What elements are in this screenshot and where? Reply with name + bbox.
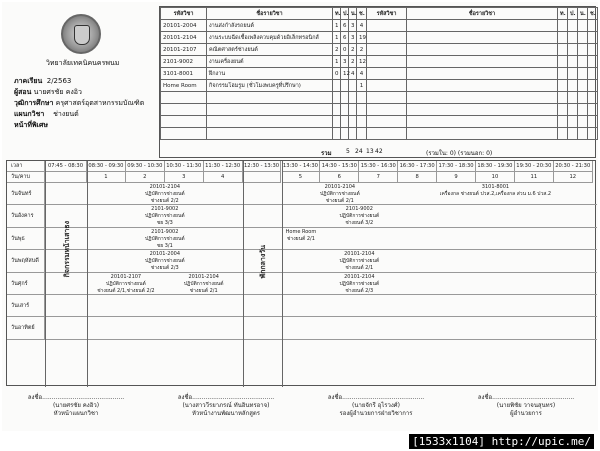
table-cell: 20101-2107 xyxy=(161,44,207,56)
table-cell xyxy=(578,128,588,140)
table-cell: คณิตศาสตร์ช่างยนต์ xyxy=(207,44,333,56)
total-label: รวม xyxy=(321,150,332,157)
table-cell xyxy=(568,56,578,68)
table-row xyxy=(161,128,598,140)
table-cell: 0 xyxy=(341,44,349,56)
entry-line: ปฏิบัติการช่างยนต์ xyxy=(339,213,380,220)
entry-line: 3101-8001 xyxy=(481,184,510,190)
time-slot-header: 17:30 - 18:30 xyxy=(437,161,476,172)
period-number: 7 xyxy=(359,172,398,183)
table-cell xyxy=(558,104,568,116)
table-cell: 3 xyxy=(349,32,357,44)
class-mon-evening[interactable] xyxy=(398,184,593,198)
table-cell xyxy=(367,44,407,56)
entry-line: ช่างยนต์ 2/1 xyxy=(345,265,374,272)
subjects-header-4: น. xyxy=(349,8,357,20)
weekly-timetable xyxy=(6,160,596,386)
day-label: วันพุธ xyxy=(7,228,45,250)
table-cell xyxy=(407,32,558,44)
table-cell xyxy=(367,116,407,128)
table-cell xyxy=(407,20,558,32)
table-cell: 2 xyxy=(333,44,341,56)
table-cell xyxy=(578,80,588,92)
entry-line: 20101-2104 xyxy=(344,251,375,258)
table-cell xyxy=(588,92,598,104)
period-number: 1 xyxy=(87,172,126,183)
table-cell xyxy=(568,20,578,32)
entry-line: 20101-2104 xyxy=(344,273,375,280)
subjects-header-1: ชื่อรายวิชา xyxy=(207,8,333,20)
entry-line: ช่างยนต์ 3/2 xyxy=(345,220,374,227)
entry-line: 20101-2107 xyxy=(110,273,142,280)
table-cell xyxy=(578,44,588,56)
period-number: 3 xyxy=(165,172,204,183)
signature-block xyxy=(156,394,296,418)
table-cell xyxy=(341,116,349,128)
column-divider xyxy=(243,161,244,387)
total-hours: 42 xyxy=(375,148,383,155)
entry-line: 20101-2104 xyxy=(324,184,356,190)
period-header-lunch xyxy=(243,172,282,183)
total-practice: 24 xyxy=(355,148,363,155)
subjects-body xyxy=(161,20,598,140)
day-label: วันพฤหัสบดี xyxy=(7,250,45,272)
entry-line: ปฏิบัติการช่างยนต์ xyxy=(144,191,185,197)
table-cell xyxy=(558,80,568,92)
qualification-value: ครุศาสตร์อุตสาหกรรมบัณฑิต xyxy=(55,99,145,107)
entry-line: ช่างยนต์ 2/3 xyxy=(345,287,374,294)
time-slot-header: 18:30 - 19:30 xyxy=(476,161,515,172)
table-cell xyxy=(558,20,568,32)
table-cell xyxy=(349,80,357,92)
table-cell: 20101-2004 xyxy=(161,20,207,32)
entry-line: ปฏิบัติการช่างยนต์ xyxy=(319,191,360,197)
signature-name: (นางสาววีรยาภรณ์ ทันอินทรอาจ) xyxy=(182,402,270,409)
table-cell xyxy=(588,68,598,80)
signature-block xyxy=(306,394,446,418)
period-number: 11 xyxy=(515,172,554,183)
table-cell: 6 xyxy=(341,32,349,44)
table-cell xyxy=(407,56,558,68)
table-cell xyxy=(588,104,598,116)
table-cell xyxy=(578,68,588,80)
table-cell: 3101-8001 xyxy=(161,68,207,80)
table-cell: งานส่งกำลังรถยนต์ xyxy=(207,20,333,32)
table-cell xyxy=(588,32,598,44)
table-cell xyxy=(588,20,598,32)
table-cell: งานระบบฉีดเชื้อเพลิงควบคุมด้วยอิเล็กทรอนิกส์ xyxy=(207,32,333,44)
image-watermark: [1533x1104] http://upic.me/ xyxy=(409,434,594,449)
table-cell: 12 xyxy=(357,56,367,68)
qualification-line xyxy=(14,98,144,109)
table-cell: 6 xyxy=(341,20,349,32)
table-cell: 1 xyxy=(333,56,341,68)
period-number: 2 xyxy=(126,172,165,183)
time-header-label: เวลา xyxy=(7,161,45,172)
table-cell xyxy=(578,92,588,104)
special-duty-line xyxy=(14,120,48,131)
entry-line: 20101-2004 xyxy=(149,251,181,258)
table-cell xyxy=(357,104,367,116)
table-cell xyxy=(341,128,349,140)
day-label: วันศุกร์ xyxy=(7,273,45,295)
table-cell xyxy=(333,104,341,116)
lunch-break-label: พักกลางวัน xyxy=(258,245,267,279)
signature-sign: ลงชื่อ........................................... xyxy=(177,394,275,401)
subjects-table xyxy=(160,7,598,140)
table-cell xyxy=(207,104,333,116)
table-cell xyxy=(341,92,349,104)
table-cell xyxy=(207,116,333,128)
entry-line: 2101-9002 xyxy=(151,206,179,213)
table-cell xyxy=(367,32,407,44)
table-cell xyxy=(349,128,357,140)
class-thu-morning[interactable] xyxy=(87,251,243,272)
period-header-blank xyxy=(45,172,87,183)
signature-role: รองผู้อำนวยการฝ่ายวิชาการ xyxy=(339,410,413,417)
day-row xyxy=(45,295,597,317)
table-cell xyxy=(333,128,341,140)
class-thu-afternoon[interactable] xyxy=(282,251,438,272)
period-number: 6 xyxy=(320,172,359,183)
table-cell: 4 xyxy=(349,68,357,80)
class-fri-morning-1[interactable] xyxy=(87,274,165,295)
table-cell xyxy=(568,104,578,116)
class-tue-morning[interactable] xyxy=(87,206,243,227)
table-cell xyxy=(558,32,568,44)
table-cell xyxy=(588,56,598,68)
table-cell xyxy=(578,20,588,32)
day-label: วันอาทิตย์ xyxy=(7,317,45,339)
day-row xyxy=(45,317,597,339)
table-cell: 12 xyxy=(341,68,349,80)
signature-block xyxy=(456,394,596,418)
term-label: ภาคเรียน xyxy=(14,77,43,85)
table-cell xyxy=(207,128,333,140)
period-number: 12 xyxy=(554,172,593,183)
subjects-header-5: ช. xyxy=(357,8,367,20)
day-label: วันเสาร์ xyxy=(7,295,45,317)
table-cell: 4 xyxy=(357,20,367,32)
signature-name: (นายพิชัย วาจนสุนทร) xyxy=(496,402,556,409)
period-number: 10 xyxy=(476,172,515,183)
table-cell xyxy=(357,128,367,140)
table-cell xyxy=(407,44,558,56)
entry-line: ช่างยนต์ 2/3 xyxy=(150,265,179,272)
teacher-line xyxy=(14,87,82,98)
table-cell xyxy=(349,92,357,104)
entry-line: Home Room xyxy=(285,228,317,235)
table-cell: ฝึกงาน xyxy=(207,68,333,80)
subjects-header-10: น. xyxy=(578,8,588,20)
timetable-sheet xyxy=(2,2,598,431)
day-label: วันจันทร์ xyxy=(7,183,45,205)
subjects-header-7: ชื่อรายวิชา xyxy=(407,8,558,20)
entry-line: เครื่องกล ช่างยนต์ ปวส.2,เครื่องกล ส่วน ม.6 ปวส.2 xyxy=(439,191,552,197)
subjects-table-box xyxy=(159,6,596,158)
entry-line: 20101-2104 xyxy=(188,273,219,280)
table-cell: 20101-2104 xyxy=(161,32,207,44)
time-slot-header: 07:45 - 08:30 xyxy=(45,161,87,172)
entry-line: ปฏิบัติการช่างยนต์ xyxy=(144,235,185,242)
class-fri-afternoon[interactable] xyxy=(282,274,438,295)
department-value: ช่างยนต์ xyxy=(53,110,79,118)
entry-line: ช่างยนต์ 2/1 xyxy=(189,287,218,294)
total-credits: 13 xyxy=(366,148,374,155)
entry-line: 2101-9002 xyxy=(345,206,373,213)
table-cell xyxy=(568,80,578,92)
table-cell xyxy=(333,80,341,92)
table-cell xyxy=(558,56,568,68)
signature-name: (นายศรชัย คงอิว) xyxy=(52,402,100,409)
table-cell xyxy=(407,92,558,104)
table-cell xyxy=(558,44,568,56)
entry-line: ช่างยนต์ 2/1 xyxy=(287,235,315,242)
table-cell xyxy=(349,104,357,116)
table-cell xyxy=(407,68,558,80)
class-tue-afternoon[interactable] xyxy=(282,206,438,227)
period-number: 8 xyxy=(398,172,437,183)
period-header-label: วัน/คาบ xyxy=(7,172,45,183)
total-theory: 5 xyxy=(346,148,350,155)
qualification-label: วุฒิการศึกษา xyxy=(14,99,54,107)
homeroom-wed[interactable] xyxy=(282,229,321,243)
entry-line: ปฏิบัติการช่างยนต์ xyxy=(339,280,380,287)
flag-activity-label: กิจกรรมหน้าเสาธง xyxy=(63,221,71,278)
table-cell xyxy=(341,80,349,92)
entry-line: ปฏิบัติการช่างยนต์ xyxy=(144,213,185,220)
time-slot-header: 19:30 - 20:30 xyxy=(515,161,554,172)
signature-sign: ลงชื่อ........................................... xyxy=(327,394,425,401)
class-fri-morning-2[interactable] xyxy=(165,274,243,295)
table-cell: 0 xyxy=(333,68,341,80)
table-row xyxy=(161,44,598,56)
table-cell: 3 xyxy=(341,56,349,68)
department-label: แผนกวิชา xyxy=(14,110,45,118)
table-cell xyxy=(367,128,407,140)
table-cell: 1 xyxy=(357,80,367,92)
class-mon-morning[interactable] xyxy=(87,184,243,205)
table-cell xyxy=(367,92,407,104)
table-cell: 1 xyxy=(333,20,341,32)
subjects-header-8: ท. xyxy=(558,8,568,20)
college-name: วิทยาลัยเทคนิคนครพนม xyxy=(46,59,120,67)
table-row xyxy=(161,80,598,92)
subjects-header-row xyxy=(161,8,598,20)
time-slot-header: 12:30 - 13:30 xyxy=(243,161,282,172)
table-cell xyxy=(588,116,598,128)
column-divider xyxy=(45,161,46,387)
table-cell xyxy=(407,104,558,116)
time-slot-header: 08:30 - 09:30 xyxy=(87,161,126,172)
table-cell xyxy=(558,68,568,80)
header xyxy=(6,6,596,158)
table-row xyxy=(161,56,598,68)
table-cell xyxy=(161,116,207,128)
entry-line: ปฏิบัติการช่างยนต์ xyxy=(106,280,146,287)
table-cell xyxy=(588,80,598,92)
table-cell xyxy=(407,128,558,140)
table-cell xyxy=(161,92,207,104)
entry-line: ชย 3/1 xyxy=(156,242,173,249)
table-cell xyxy=(558,116,568,128)
time-slot-header: 14:30 - 15:30 xyxy=(320,161,359,172)
term-value: 2/2563 xyxy=(46,77,72,85)
class-mon-afternoon[interactable] xyxy=(282,184,399,205)
table-cell xyxy=(367,104,407,116)
teacher-value: นายศรชัย คงอิว xyxy=(33,88,82,96)
table-cell xyxy=(588,128,598,140)
table-row xyxy=(161,104,598,116)
period-number: 9 xyxy=(437,172,476,183)
day-label: วันอังคาร xyxy=(7,205,45,227)
entry-line: ช่างยนต์ 2/1,ช่างยนต์ 2/2 xyxy=(97,287,155,294)
subjects-header-0: รหัสวิชา xyxy=(161,8,207,20)
table-cell: 2 xyxy=(349,56,357,68)
table-cell xyxy=(568,32,578,44)
table-cell xyxy=(367,20,407,32)
entry-line: 20101-2104 xyxy=(149,184,181,190)
period-number: 5 xyxy=(282,172,321,183)
table-cell xyxy=(367,80,407,92)
table-cell xyxy=(568,44,578,56)
time-slot-header: 16:30 - 17:30 xyxy=(398,161,437,172)
table-cell xyxy=(333,92,341,104)
table-cell: 2101-9002 xyxy=(161,56,207,68)
table-cell xyxy=(161,104,207,116)
time-slot-header: 20:30 - 21:30 xyxy=(554,161,593,172)
signature-role: ผู้อำนวยการ xyxy=(510,410,542,417)
subjects-header-9: ป. xyxy=(568,8,578,20)
entry-line: ปฏิบัติการช่างยนต์ xyxy=(183,280,224,287)
table-row xyxy=(161,32,598,44)
subjects-header-2: ท. xyxy=(333,8,341,20)
table-cell xyxy=(349,116,357,128)
signature-block xyxy=(6,394,146,418)
subjects-header-3: ป. xyxy=(341,8,349,20)
teacher-info xyxy=(6,6,156,158)
time-slot-header: 15:30 - 16:30 xyxy=(359,161,398,172)
table-cell xyxy=(367,68,407,80)
table-row xyxy=(161,68,598,80)
time-slot-header: 13:30 - 14:30 xyxy=(282,161,321,172)
table-cell xyxy=(568,68,578,80)
table-cell xyxy=(558,128,568,140)
table-cell xyxy=(588,44,598,56)
table-cell xyxy=(357,116,367,128)
table-cell xyxy=(341,104,349,116)
table-cell: 1 xyxy=(333,32,341,44)
table-cell: 2 xyxy=(349,44,357,56)
table-cell xyxy=(568,116,578,128)
table-cell: 3 xyxy=(349,20,357,32)
table-cell xyxy=(407,80,558,92)
table-cell: 4 xyxy=(357,68,367,80)
special-duty-label: หน้าที่พิเศษ xyxy=(14,121,49,129)
subjects-header-11: ช. xyxy=(588,8,598,20)
teacher-label: ผู้สอน xyxy=(14,88,32,96)
entry-line: ปฏิบัติการช่างยนต์ xyxy=(339,258,380,265)
entry-line: ชย 3/3 xyxy=(156,220,173,227)
entry-line: ช่างยนต์ 2/2 xyxy=(150,198,179,204)
subjects-header-6: รหัสวิชา xyxy=(367,8,407,20)
table-cell xyxy=(333,116,341,128)
table-cell: 19 xyxy=(357,32,367,44)
table-cell xyxy=(578,56,588,68)
time-slot-header: 10:30 - 11:30 xyxy=(165,161,204,172)
table-row xyxy=(161,20,598,32)
entry-line: 2101-9002 xyxy=(151,228,179,235)
table-cell xyxy=(161,128,207,140)
table-cell: กิจกรรมโฮมรูม (ชั่วโมงพบครูที่ปรึกษา) xyxy=(207,80,333,92)
table-cell xyxy=(568,128,578,140)
table-cell xyxy=(558,92,568,104)
signatures xyxy=(6,394,596,434)
signature-sign: ลงชื่อ........................................... xyxy=(27,394,125,401)
signature-sign: ลงชื่อ........................................... xyxy=(477,394,575,401)
time-slot-header: 11:30 - 12:30 xyxy=(204,161,243,172)
table-cell: 2 xyxy=(357,44,367,56)
table-row xyxy=(161,92,598,104)
entry-line: ปฏิบัติการช่างยนต์ xyxy=(144,258,185,265)
table-cell: งานเครื่องยนต์ xyxy=(207,56,333,68)
department-line xyxy=(14,109,79,120)
table-cell xyxy=(578,32,588,44)
table-cell xyxy=(357,92,367,104)
table-cell xyxy=(578,116,588,128)
table-cell xyxy=(207,92,333,104)
time-slot-header: 09:30 - 10:30 xyxy=(126,161,165,172)
college-logo xyxy=(61,14,101,54)
table-row xyxy=(161,116,598,128)
entry-line: ช่างยนต์ 2/1 xyxy=(325,198,354,204)
table-cell: Home Room xyxy=(161,80,207,92)
table-cell xyxy=(568,92,578,104)
table-cell xyxy=(407,116,558,128)
signature-role: หัวหน้างานพัฒนาหลักสูตร xyxy=(191,410,261,417)
signature-role: หัวหน้าแผนกวิชา xyxy=(53,410,99,417)
signature-name: (นายจักรี อุไรวงศ์) xyxy=(352,402,400,409)
term-line xyxy=(14,76,71,87)
table-cell xyxy=(367,56,407,68)
class-wed-morning[interactable] xyxy=(87,229,243,250)
period-number: 4 xyxy=(204,172,243,183)
overtime-note: (รวมใน: 0) (รวมนอก: 0) xyxy=(426,150,493,157)
table-cell xyxy=(578,104,588,116)
